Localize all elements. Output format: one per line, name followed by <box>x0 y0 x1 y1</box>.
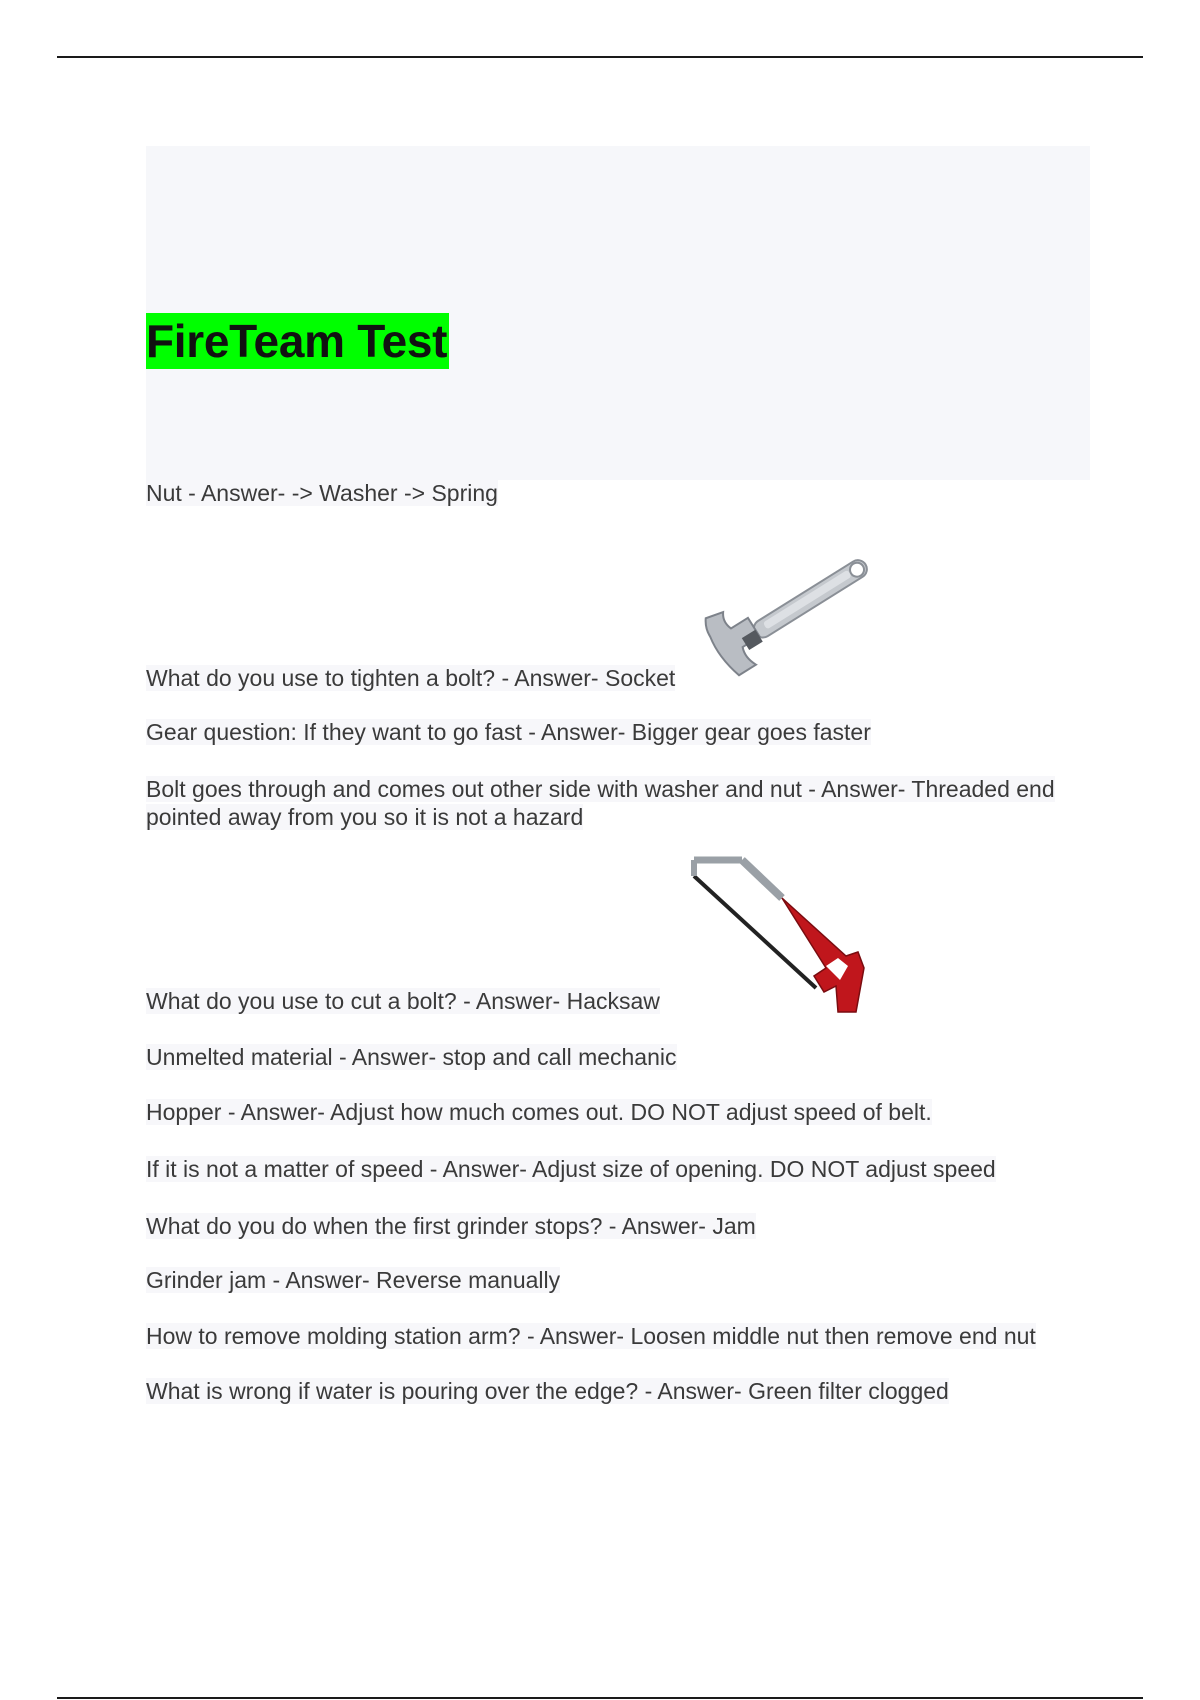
qa-item-8: If it is not a matter of speed - Answer- Adjust size of opening. DO NOT adjust speed <box>146 1156 996 1182</box>
qa-item-7: Hopper - Answer- Adjust how much comes out. DO NOT adjust speed of belt. <box>146 1099 932 1125</box>
qa-item-1: Nut - Answer- -> Washer -> Spring <box>146 480 498 506</box>
hacksaw-icon <box>686 856 868 1014</box>
qa-item-10: Grinder jam - Answer- Reverse manually <box>146 1267 561 1293</box>
qa-item-11: How to remove molding station arm? - Answer- Loosen middle nut then remove end nut <box>146 1323 1036 1349</box>
bottom-rule <box>57 1697 1143 1699</box>
qa-item-12: What is wrong if water is pouring over the edge? - Answer- Green filter clogged <box>146 1378 949 1404</box>
top-rule <box>57 56 1143 58</box>
qa-item-5: What do you use to cut a bolt? - Answer- Hacksaw <box>146 988 660 1014</box>
page-title: FireTeam Test <box>146 315 448 367</box>
qa-item-9: What do you do when the first grinder stops? - Answer- Jam <box>146 1213 756 1239</box>
adjustable-wrench-icon <box>700 540 890 685</box>
qa-item-2: What do you use to tighten a bolt? - Answer- Socket <box>146 665 676 691</box>
qa-item-3: Gear question: If they want to go fast - Answer- Bigger gear goes faster <box>146 719 871 745</box>
qa-item-4: Bolt goes through and comes out other side with washer and nut - Answer- Threaded end pointed away from you so it is not a hazard <box>146 776 1055 830</box>
qa-item-6: Unmelted material - Answer- stop and call mechanic <box>146 1044 677 1070</box>
